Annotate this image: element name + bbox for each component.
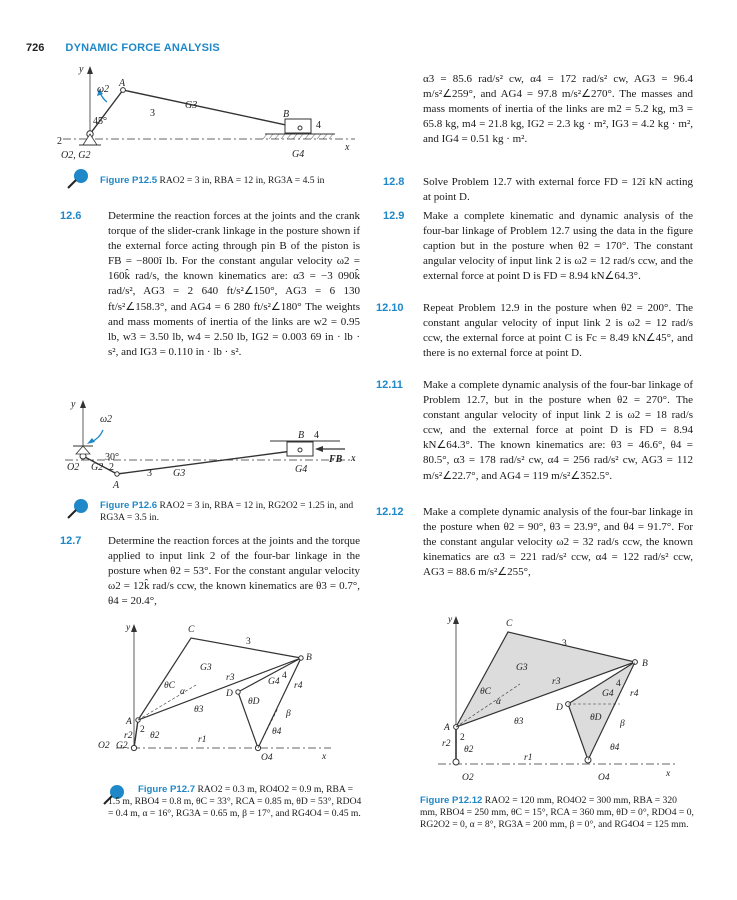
fig-label: O2 <box>462 773 474 783</box>
fig-label: y <box>79 64 84 75</box>
fig-label: 4 <box>616 679 621 689</box>
fig-label: θ2 <box>150 731 160 741</box>
figure-caption: Figure P12.12 RAO2 = 120 mm, RO4O2 = 300 mm, RBA = 320 mm, RBO4 = 250 mm, θC = 15°, RCA = 360 mm, θD = 0°, RDO4 = 0, RG2O2 = 0, α = 8°, RG3A = 200 mm, β = 0°, and RG4O4 = 125 mm. <box>420 795 694 831</box>
fig-label: r2 <box>124 731 133 741</box>
fig-label: α <box>496 697 501 707</box>
figure-p12-6 <box>55 398 365 490</box>
problem-text: α3 = 85.6 rad/s² cw, α4 = 172 rad/s² cw, AG3 = 96.4 m/s²∠259°, and AG4 = 97.8 m/s²∠270°. The masses and mass moments of inertia of the links are m2 = 5.2 kg, m3 = 65.8 kg, m4 = 21.8 kg, IG2 = 2.3 kg · m², IG3 = 4.2 kg · m², and IG4 = 0.51 kg · m². <box>423 73 693 146</box>
problem-text: Determine the reaction forces at the joints and the crank torque of the slider-crank linkage in the posture shown if the external force acting through pin B of the piston is FB = −800î lb. For the constant angular velocity ω2 = 160k̂ rad/s, the known kinematics are: α3 = −3 090k̂ rad/s², AG3 = 2 640 ft/s²∠150°, AG3 = 6 130 ft/s²∠158.3°, and AG4 = 6 280 ft/s²∠180° The weights and mass moments of inertia of the links are w2 = 0.95 lb, w3 = 3.50 lb, w4 = 2.50 lb, IG2 = 0.003 69 in · lb · s², and IG3 = 0.110 in · lb · s². <box>108 210 360 358</box>
problem-number: 12.11 <box>376 379 403 391</box>
problem-12-9 <box>383 209 693 284</box>
fig-label: 4 <box>314 430 319 441</box>
fig-label: B <box>306 653 312 663</box>
fig-label: C <box>506 619 513 629</box>
fig-label: O2 <box>67 462 80 473</box>
fig-label: G3 <box>200 663 212 673</box>
fig-label: θ4 <box>272 727 282 737</box>
figure-p12-5 <box>55 62 365 170</box>
problem-12-8 <box>383 175 693 205</box>
fig-label: r4 <box>294 681 303 691</box>
problem-number: 12.6 <box>60 210 82 222</box>
figure-p12-12 <box>420 612 690 787</box>
fig-label: y <box>448 615 453 625</box>
fig-label: 3 <box>246 637 251 647</box>
fig-label: G4 <box>292 149 305 160</box>
problem-text: Repeat Problem 12.9 in the posture when θ2 = 200°. The constant angular velocity of input link 2 is ω2 = 12 rad/s ccw, the external force at point C is Fc = 8.49 kN∠45°, and there is no external force at point D. <box>423 302 693 360</box>
problem-text: Make a complete dynamic analysis of the four-bar linkage of Problem 12.7, but in the posture when θ2 = 270°. The constant angular velocity of input link 2 is ω2 = 18 rad/s ccw, and the external force at point D is FD = 8.94 kN∠64.3°. The known kinematics are: θ3 = 46.6°, θ4 = 80.5°, α3 = 178 rad/s² cw, α4 = 256 rad/s² cw, AG3 = 112 m/s²∠22.7°, and AG4 = 119 m/s²∠352.5°. <box>423 379 693 482</box>
fig-label: β <box>286 709 291 719</box>
fig-label: θ3 <box>514 717 524 727</box>
fig-label: β <box>620 719 625 729</box>
fig-label: A <box>126 717 132 727</box>
fig-label: ω2 <box>100 414 113 425</box>
fig-label: r1 <box>524 753 533 763</box>
fig-label: 2 <box>57 136 62 147</box>
fig-label: A <box>119 78 126 89</box>
fig-label: r3 <box>552 677 561 687</box>
fig-label: 3 <box>150 108 155 119</box>
figure-p12-7 <box>96 620 346 765</box>
fig-label: ω2 <box>97 84 110 95</box>
problem-text: Determine the reaction forces at the joints and the torque applied to input link 2 of the four-bar linkage in the posture when θ2 = 53°. For the constant angular velocity ω2 = 12k̂ rad/s ccw, the known kinematics are θ3 = 0.7°, θ4 = 20.4°, <box>108 535 360 608</box>
figure-caption: Figure P12.5 RAO2 = 3 in, RBA = 12 in, RG3A = 4.5 in <box>100 175 325 186</box>
fig-label: r4 <box>630 689 639 699</box>
fig-label: θD <box>590 713 602 723</box>
problem-number: 12.8 <box>383 176 405 188</box>
fig-label: 3 <box>147 468 152 479</box>
problem-number: 12.9 <box>383 210 405 222</box>
fig-label: G3 <box>185 100 198 111</box>
page-number: 726 <box>26 42 45 54</box>
fig-label: O4 <box>261 753 273 763</box>
fig-label: x <box>351 453 356 464</box>
problem-12-7 <box>60 534 360 609</box>
fig-label: 4 <box>282 671 287 681</box>
pushpin-icon <box>66 166 92 190</box>
fig-label: 2 <box>140 725 145 735</box>
fig-label: B <box>298 430 305 441</box>
problem-12-12 <box>376 505 693 580</box>
problem-12-7-continued <box>383 72 693 147</box>
fig-label: y <box>71 399 76 410</box>
fig-label: G3 <box>173 468 186 479</box>
fig-label: G2 <box>116 741 128 751</box>
fig-label: G4 <box>602 689 614 699</box>
figure-caption: Figure P12.7 RAO2 = 0.3 m, RO4O2 = 0.9 m, RBA = 1.5 m, RBO4 = 0.8 m, θC = 33°, RCA = 0.85 m, θD = 53°, RDO4 = 0.4 m, α = 16°, RG3A = 0.65 m, β = 17°, and RG4O4 = 0.45 m. <box>108 784 362 820</box>
fig-label: G4 <box>268 677 280 687</box>
fig-label: θ3 <box>194 705 204 715</box>
fig-label: B <box>642 659 648 669</box>
fig-label: O2, G2 <box>61 150 91 161</box>
chapter-title: DYNAMIC FORCE ANALYSIS <box>65 42 220 54</box>
fig-label: G4 <box>295 464 308 475</box>
fig-label: θ4 <box>610 743 620 753</box>
fig-label: FB <box>329 454 343 465</box>
fig-label: O4 <box>598 773 610 783</box>
fig-label: θ2 <box>464 745 474 755</box>
fig-label: A <box>444 723 450 733</box>
running-header <box>26 42 220 54</box>
fig-label: G2 <box>91 462 104 473</box>
problem-12-11 <box>376 378 693 484</box>
fig-label: 4 <box>316 120 321 131</box>
fig-label: y <box>126 623 131 633</box>
fig-label: θC <box>164 681 176 691</box>
fig-label: A <box>113 480 120 490</box>
fig-label: O2 <box>98 741 110 751</box>
fig-label: x <box>666 769 671 779</box>
pushpin-icon <box>66 496 92 520</box>
problem-12-6 <box>60 209 360 360</box>
fig-label: r2 <box>442 739 451 749</box>
fig-label: 2 <box>109 462 114 473</box>
fig-label: D <box>226 689 233 699</box>
fig-label: θD <box>248 697 260 707</box>
fig-label: θC <box>480 687 492 697</box>
figure-caption: Figure P12.6 RAO2 = 3 in, RBA = 12 in, RG2O2 = 1.25 in, and RG3A = 3.5 in. <box>100 500 354 524</box>
problem-text: Solve Problem 12.7 with external force FD = 12î kN acting at point D. <box>423 176 693 204</box>
fig-label: 2 <box>460 733 465 743</box>
problem-number: 12.12 <box>376 506 404 518</box>
problem-text: Make a complete kinematic and dynamic analysis of the four-bar linkage of Problem 12.7 using the data in the figure caption but in the posture when θ2 = 170°. The constant angular velocity of input link 2 is ω2 = 12 rad/s ccw, and the external force at point D is FD = 8.94 kN∠64.3°. <box>423 210 693 283</box>
fig-label: x <box>345 142 350 153</box>
fig-label: 3 <box>562 639 567 649</box>
fig-label: B <box>283 109 290 120</box>
problem-text: Make a complete dynamic analysis of the four-bar linkage in the posture when θ2 = 90°, θ3 = 23.9°, and θ4 = 91.7°. For the constant angular velocity ω2 = 32 rad/s ccw, the known kinematics are α3 = 221 rad/s² ccw, α4 = 122 rad/s² ccw, AG3 = 88.6 m/s²∠255°, <box>423 506 693 579</box>
fig-label: α <box>180 687 185 697</box>
fig-label: C <box>188 625 195 635</box>
fig-label: G3 <box>516 663 528 673</box>
fig-label: D <box>556 703 563 713</box>
fig-label: 45° <box>93 116 107 127</box>
fig-label: 30° <box>105 452 119 463</box>
problem-12-10 <box>376 301 693 361</box>
fig-label: x <box>322 752 327 762</box>
problem-number: 12.10 <box>376 302 404 314</box>
problem-number: 12.7 <box>60 535 82 547</box>
fig-label: r1 <box>198 735 207 745</box>
fig-label: r3 <box>226 673 235 683</box>
